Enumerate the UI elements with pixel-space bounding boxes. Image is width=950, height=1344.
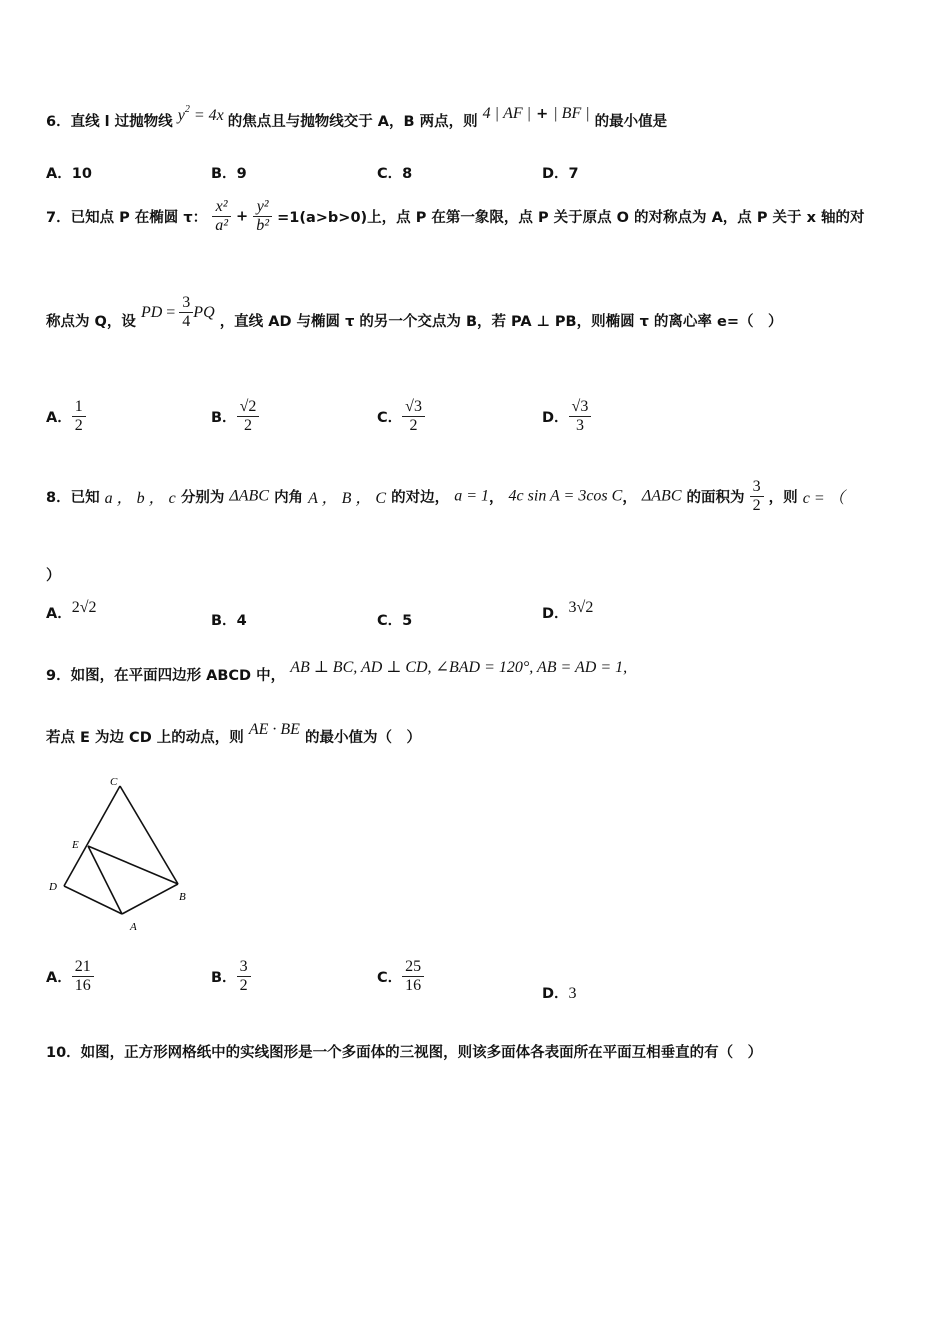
q7-stem-line1 xyxy=(46,198,864,235)
q9-stem-line2 xyxy=(46,721,421,747)
q8-prefix: 8．已知 xyxy=(46,490,100,506)
q6-expression: 4 | AF | + | BF | xyxy=(482,105,590,122)
q7-line2-suffix: ，直线 AD 与椭圆 τ 的另一个交点为 B，若 PA ⊥ PB，则椭圆 τ 的离心率 e=（ ） xyxy=(219,314,783,330)
q6-option-c: C．8 xyxy=(377,166,413,182)
q6-option-b: B．9 xyxy=(211,166,247,182)
q7-stem-line2 xyxy=(46,294,783,339)
q6-parabola-eq: $y^2 = 4x$ xyxy=(177,104,224,124)
q9-quadrilateral-figure xyxy=(44,772,204,942)
q6-mid: 的焦点且与抛物线交于 A，B 两点，则 xyxy=(227,114,478,130)
q7-prefix: 7．已知点 P 在椭圆 τ： xyxy=(46,210,208,226)
q7-frac-x: $\frac{\text{x²}}{\text{a²}}$ xyxy=(212,198,231,235)
label-b: B xyxy=(179,891,186,903)
q7-option-a: A． $\frac{1}{2}$ xyxy=(46,398,86,435)
edge-ab xyxy=(122,884,178,914)
q9-option-d: D．3 xyxy=(542,985,577,1002)
label-c: C xyxy=(110,776,118,788)
q7-frac-y: $\frac{\text{y²}}{\text{b²}}$ xyxy=(253,198,272,235)
label-d: D xyxy=(49,881,57,893)
q6-stem xyxy=(46,104,668,131)
q6-option-d: D．7 xyxy=(542,166,579,182)
q8-option-c: C．5 xyxy=(377,613,413,629)
q6-prefix: 6．直线 l 过抛物线 xyxy=(46,114,173,130)
q8-area-frac: $\frac{3}{2}$ xyxy=(750,478,764,515)
q7-vector-eq: PD = $\frac{3}{4}$ PQ xyxy=(140,294,215,330)
q8-vars: a ， b ， c xyxy=(104,490,176,507)
q9-line2-prefix: 若点 E 为边 CD 上的动点，则 xyxy=(46,730,244,746)
q7-option-d: D． $\frac{√3}{3}$ xyxy=(542,398,591,435)
q7-plus: + xyxy=(236,208,249,225)
q9-option-c: C． $\frac{25}{16}$ xyxy=(377,958,424,995)
q9-option-b: B． $\frac{3}{2}$ xyxy=(211,958,251,995)
label-e: E xyxy=(72,839,79,851)
q7-line2-prefix: 称点为 Q，设 xyxy=(46,314,136,330)
label-a: A xyxy=(130,921,137,933)
q8-close-paren: ） xyxy=(46,568,61,584)
q7-condition: =1(a>b>0)上，点 P 在第一象限，点 P 关于原点 O 的对称点为 A，点 P 关于 x 轴的对 xyxy=(277,210,865,226)
q8-cond-trig: 4c sin A = 3cos C xyxy=(508,487,623,505)
segment-ea xyxy=(88,846,122,914)
q9-option-a: A． $\frac{21}{16}$ xyxy=(46,958,94,995)
q9-condition: AB ⊥ BC, AD ⊥ CD, ∠BAD = 120°, AB = AD = 1, xyxy=(290,659,628,676)
q7-option-b: B． $\frac{√2}{2}$ xyxy=(211,398,259,435)
q8-option-d: D．3√2 xyxy=(542,599,594,622)
q10-stem: 10．如图，正方形网格纸中的实线图形是一个多面体的三视图，则该多面体各表面所在平面互相垂直的有（ ） xyxy=(46,1045,763,1061)
q9-dot-product: AE · BE xyxy=(248,721,300,738)
q6-option-a: A．10 xyxy=(46,166,92,182)
q9-prefix: 9．如图，在平面四边形 ABCD 中， xyxy=(46,668,286,684)
edge-cd xyxy=(64,786,120,886)
q7-option-c: C． $\frac{√3}{2}$ xyxy=(377,398,425,435)
edge-cb xyxy=(120,786,178,884)
segment-eb xyxy=(88,846,178,884)
q8-triangle: ΔABC xyxy=(229,487,269,505)
q9-stem-line1 xyxy=(46,659,628,685)
q8-cond-a: a = 1 xyxy=(454,487,489,505)
q8-option-b: B．4 xyxy=(211,613,247,629)
q8-option-a: A．2√2 xyxy=(46,599,97,622)
q8-angles: A ， B ， C xyxy=(308,490,387,507)
q6-suffix: 的最小值是 xyxy=(594,114,668,130)
q9-line2-suffix: 的最小值为（ ） xyxy=(305,730,421,746)
edge-da xyxy=(64,886,122,914)
q8-stem: 8．已知 a ， b ， c 分别为 ΔABC 内角 A ， B ， C 的对边， a = 1， 4c sin A = 3cos C， ΔABC 的面积为 $\frac{3}{2}$ ，则 c = （ xyxy=(46,478,845,514)
q8-ask: c = （ xyxy=(802,490,845,507)
